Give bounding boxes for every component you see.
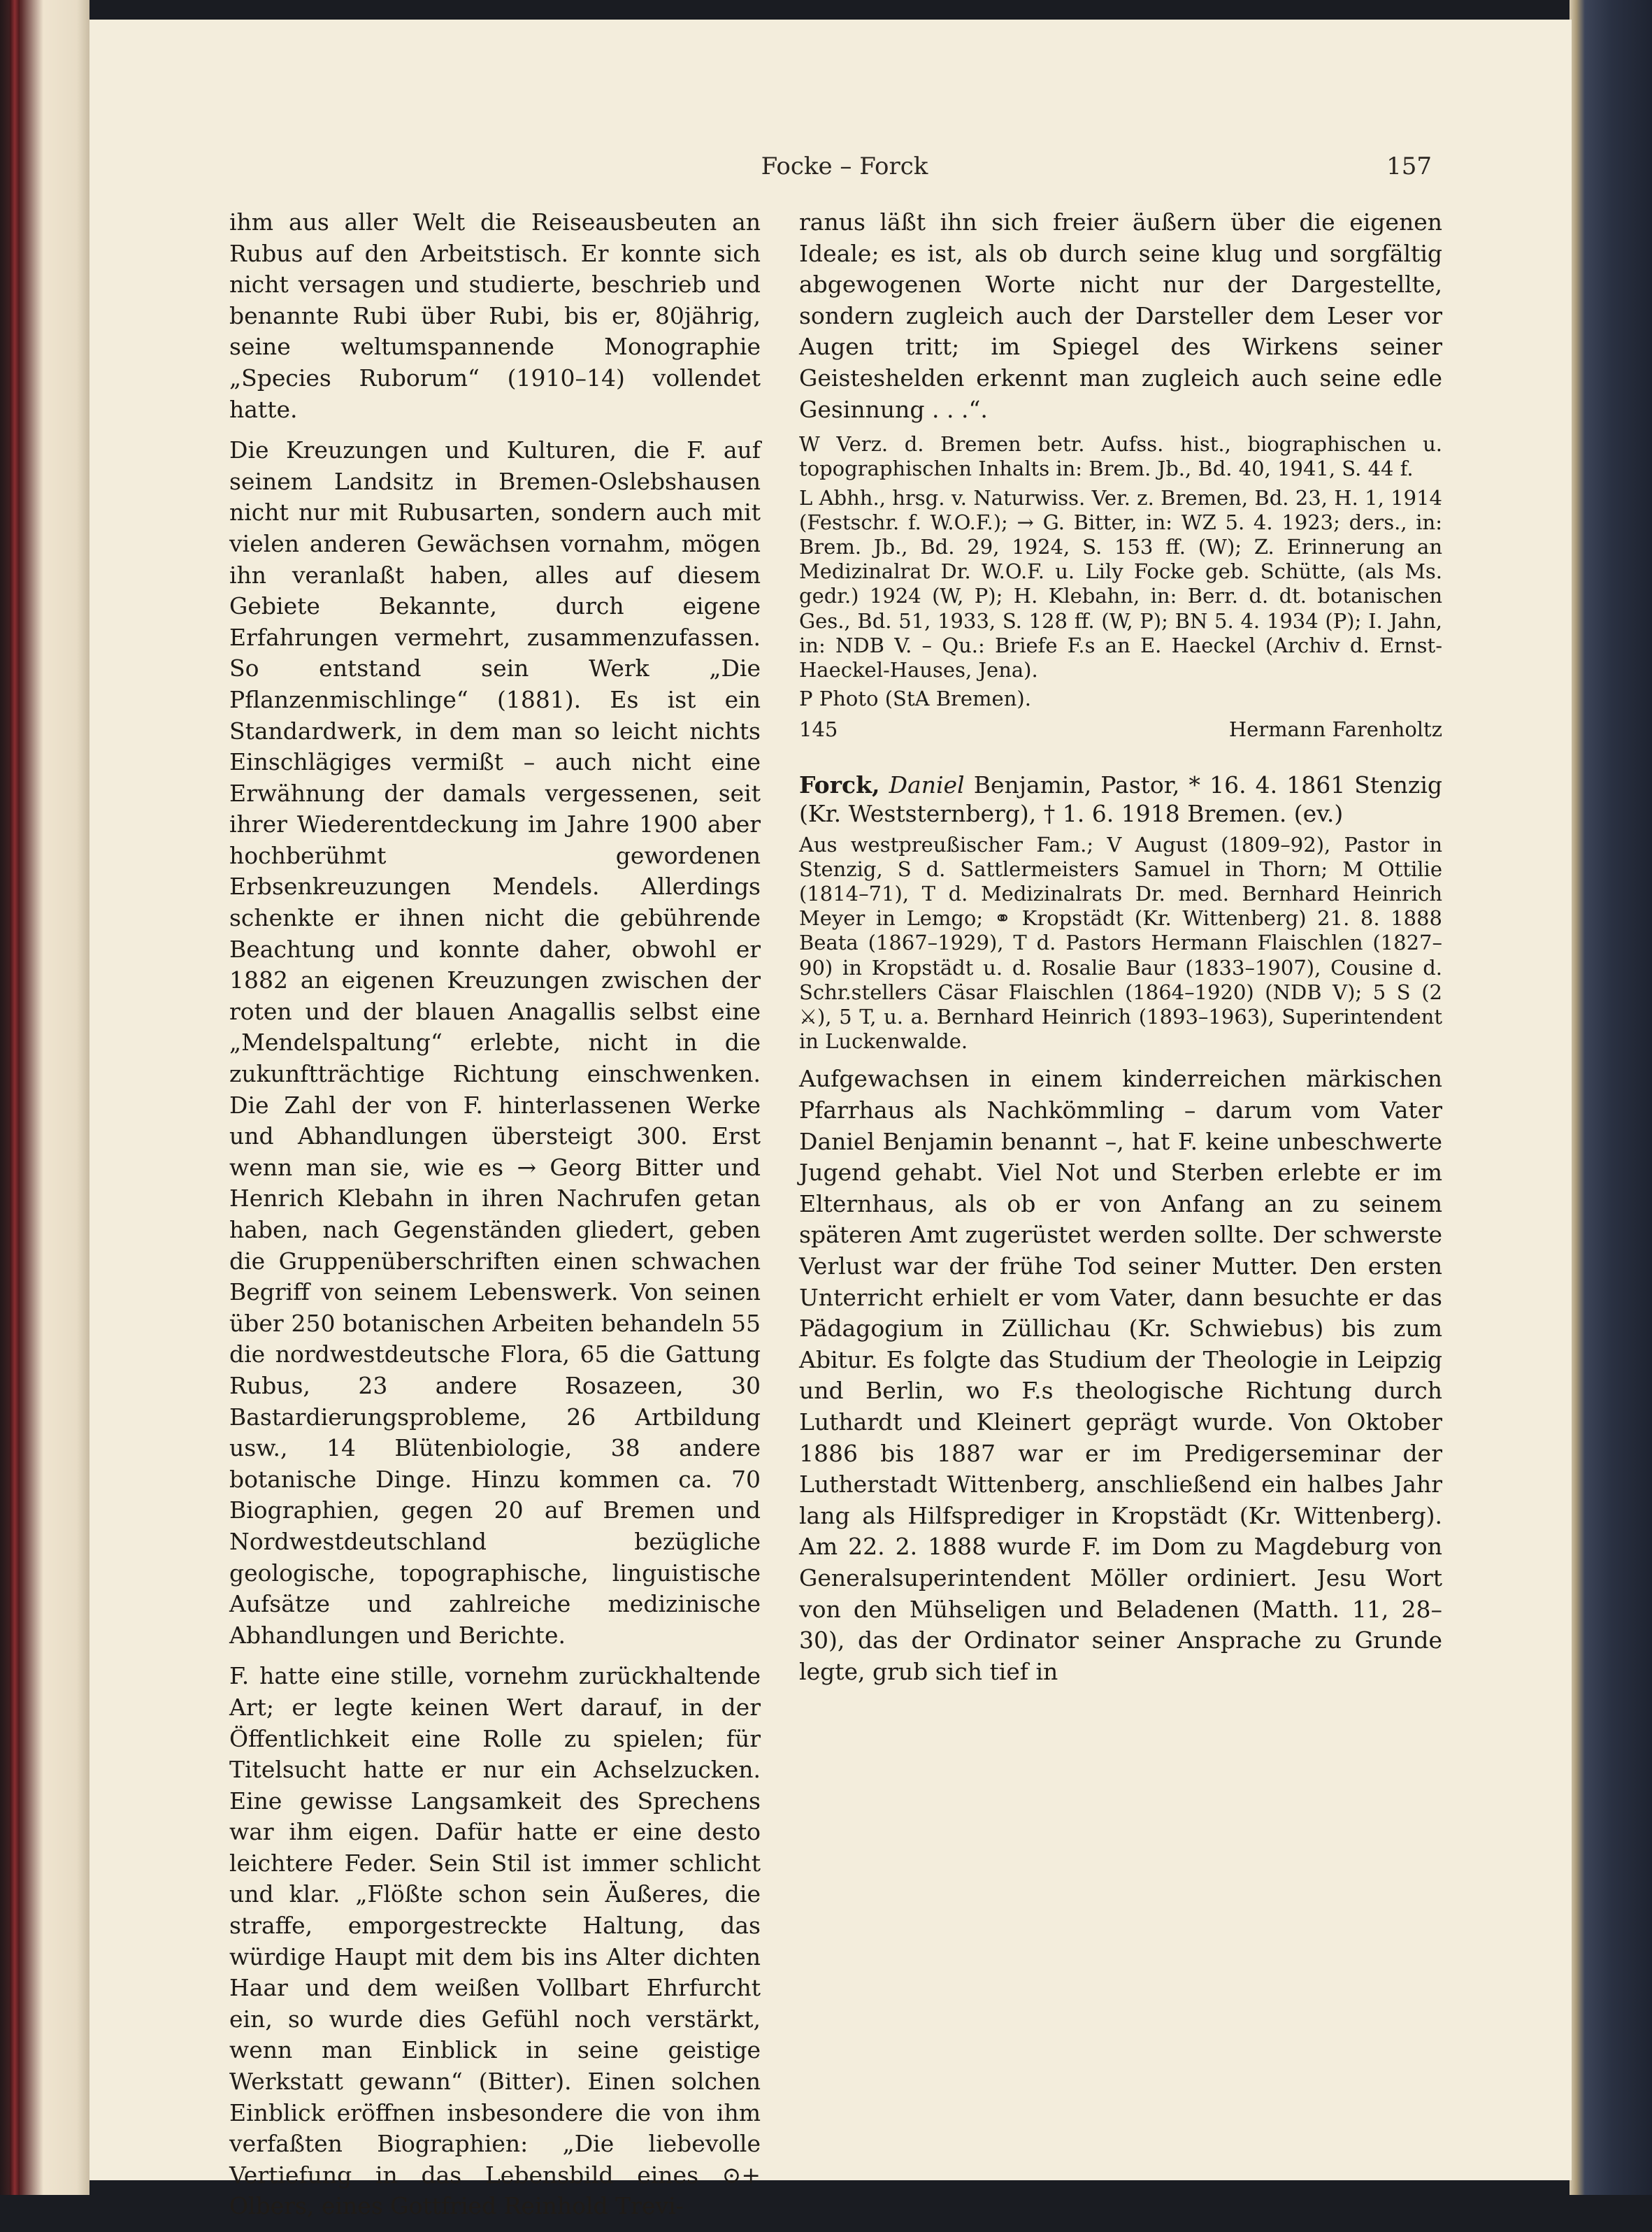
signature-number: 145 [799,717,838,742]
works-note: W Verz. d. Bremen betr. Aufss. hist., biographischen u. topographischen Inhalts in: Brem. Jb., Bd. 40, 1941, S. 44 f. [799,432,1442,481]
entry-body: Aufgewachsen in einem kinderreichen märkischen Pfarrhaus als Nachkömmling – darum vom Vater Daniel Benjamin benannt –, hat F. keine unbeschwerte Jugend gehabt. Viel Not und Sterben erlebte er im Elternhaus, als ob er von Anfang an zu seinem späteren Amt zugerüstet werden sollte. Der schwerste Verlust war der frühe Tod seiner Mutter. Den ersten Unterricht erhielt er vom Vater, dann besuchte er das Pädagogium in Züllichau (Kr. Schwiebus) bis zum Abitur. Es folgte das Studium der Theologie in Leipzig und Berlin, wo F.s theologische Richtung durch Luthardt und Kleinert geprägt wurde. Von Oktober 1886 bis 1887 war er im Predigerseminar der Lutherstadt Wittenberg, anschließend ein halbes Jahr lang als Hilfsprediger in Kropstädt (Kr. Wittenberg). Am 22. 2. 1888 wurde F. im Dom zu Magdeburg von Generalsuperintendent Möller ordiniert. Jesu Wort von den Mühseligen und Beladenen (Matth. 11, 28–30), das der Ordinator seiner Ansprache zu Grunde legte, grub sich tief in [799,1065,1442,1685]
book-page [89,20,1572,2220]
paragraph-continuation: ranus läßt ihn sich freier äußern über die eigenen Ideale; es ist, als ob durch seine klug und sorgfältig abgewogenen Worte nicht nur der Dargestellte, sondern zugleich auch der Darsteller dem Leser vor Augen tritt; im Spiegel des Wirkens seiner Geisteshelden erkennt man zugleich auch seine edle Gesinnung . . .“. [799,208,1442,423]
article-signature [799,715,1442,743]
paragraph: ihm aus aller Welt die Reiseausbeuten an Rubus auf den Arbeitstisch. Er konnte sich nicht versagen und studierte, beschrieb und benannte Rubi über Rubi, bis er, 80jährig, seine weltumspannende Monographie „Species Ruborum“ (1910–14) vollendet hatte. [229,208,761,423]
book-cover-edge [1570,0,1652,2195]
signature-author: Hermann Farenholtz [1228,717,1442,742]
book-left-page-edge [0,0,89,2195]
literature-note: L Abhh., hrsg. v. Naturwiss. Ver. z. Bremen, Bd. 23, H. 1, 1914 (Festschr. f. W.O.F.); → G. Bitter, in: WZ 5. 4. 1923; ders., in: Brem. Jb., Bd. 29, 1924, S. 153 ff. (W); Z. Erinnerung an Medizinalrat Dr. W.O.F. u. Lily Focke geb. Schütte, (als Ms. gedr.) 1924 (W, P); H. Klebahn, in: Berr. d. dt. botanischen Ges., Bd. 51, 1933, S. 128 ff. (W, P); BN 5. 4. 1934 (P); I. Jahn, in: NDB V. – Qu.: Briefe F.s an E. Haeckel (Archiv d. Ernst-Haeckel-Hauses, Jena). [799,485,1442,682]
genealogy-note: Aus westpreußischer Fam.; V August (1809–92), Pastor in Stenzig, S d. Sattlermeisters Samuel in Thorn; M Ottilie (1814–71), T d. Medizinalrats Dr. med. Bernhard Heinrich Meyer in Lemgo; ⚭ Kropstädt (Kr. Wittenberg) 21. 8. 1888 Beata (1867–1929), T d. Pastors Hermann Flaischlen (1827–90) in Kropstädt u. d. Rosalie Baur (1833–1907), Cousine d. Schr.stellers Cäsar Flaischlen (1864–1920) (NDB V); 5 S (2 ⚔), 5 T, u. a. Bernhard Heinrich (1893–1963), Superintendent in Luckenwalde. [799,832,1442,1054]
left-column [229,207,761,2232]
entry-first-name: Daniel [889,771,965,799]
book-spine-binding [10,0,20,2195]
paragraph: Die Kreuzungen und Kulturen, die F. auf seinem Landsitz in Bremen-Oslebshausen nicht nur mit Rubusarten, sondern auch mit vielen anderen Gewächsen vornahm, mögen ihn veranlaßt haben, alles auf diesem Gebiete Bekannte, durch eigene Erfahrungen vermehrt, zusammenzufassen. So entstand sein Werk „Die Pflanzenmischlinge“ (1881). Es ist ein Standardwerk, in dem man so leicht nichts Einschlägiges vermißt – auch nicht eine Erwähnung der damals vergessenen, seit ihrer Wiederentdeckung im Jahre 1900 aber hochberühmt gewordenen Erbsenkreuzungen Mendels. Allerdings schenkte er ihnen nicht die gebührende Beachtung und konnte daher, obwohl er 1882 an eigenen Kreuzungen zwischen der roten und der blauen Anagallis selbst eine „Mendelspaltung“ erlebte, nicht in die zukunftträchtige Richtung einschwenken. Die Zahl der von F. hinterlassenen Werke und Abhandlungen übersteigt 300. Erst wenn man sie, wie es → Georg Bitter und Henrich Klebahn in ihren Nachrufen getan haben, nach Gegenständen gliedert, geben die Gruppenüberschriften einen schwachen Begriff von seinem Lebenswerk. Von seinen über 250 botanischen Arbeiten behandeln 55 die nordwestdeutsche Flora, 65 die Gattung Rubus, 23 andere Rosazeen, 30 Bastardierungsprobleme, 26 Artbildung usw., 14 Blütenbiologie, 38 andere botanische Dinge. Hinzu kommen ca. 70 Biographien, gegen 20 auf Bremen und Nordwestdeutschland bezügliche geologische, topographische, linguistische Aufsätze und zahlreiche medizinische Abhandlungen und Berichte. [229,436,761,1649]
entry-heading-details: Benjamin, Pastor, * 16. 4. 1861 Stenzig (Kr. Weststernberg), † 1. 6. 1918 Bremen. (ev.) [799,771,1442,827]
entry-heading [799,771,1442,828]
page-header [89,144,1572,193]
running-title: Focke – Forck [761,152,928,180]
entry-headword: Forck, [799,771,880,799]
paragraph: F. hatte eine stille, vornehm zurückhaltende Art; er legte keinen Wert darauf, in der Öffentlichkeit eine Rolle zu spielen; für Titelsucht hatte er nur ein Achselzucken. Eine gewisse Langsamkeit des Sprechens war ihm eigen. Dafür hatte er eine desto leichtere Feder. Sein Stil ist immer schlicht und klar. „Flößte schon sein Äußeres, die straffe, emporgestreckte Haltung, das würdige Haupt mit dem bis ins Alter dichten Haar und dem weißen Vollbart Ehrfurcht ein, so wurde dies Gefühl noch verstärkt, wenn man Einblick in seine geistige Werkstatt gewann“ (Bitter). Einen solchen Einblick eröffnen insbesondere die von ihm verfaßten Biographien: „Die liebevolle Vertiefung in das Lebensbild eines ⊙+ Olbers, eines Gottfried Reinhold Trevi- [229,1662,761,2220]
portrait-note: P Photo (StA Bremen). [799,687,1031,711]
page-number: 157 [1386,152,1432,180]
right-column [799,207,1442,1694]
